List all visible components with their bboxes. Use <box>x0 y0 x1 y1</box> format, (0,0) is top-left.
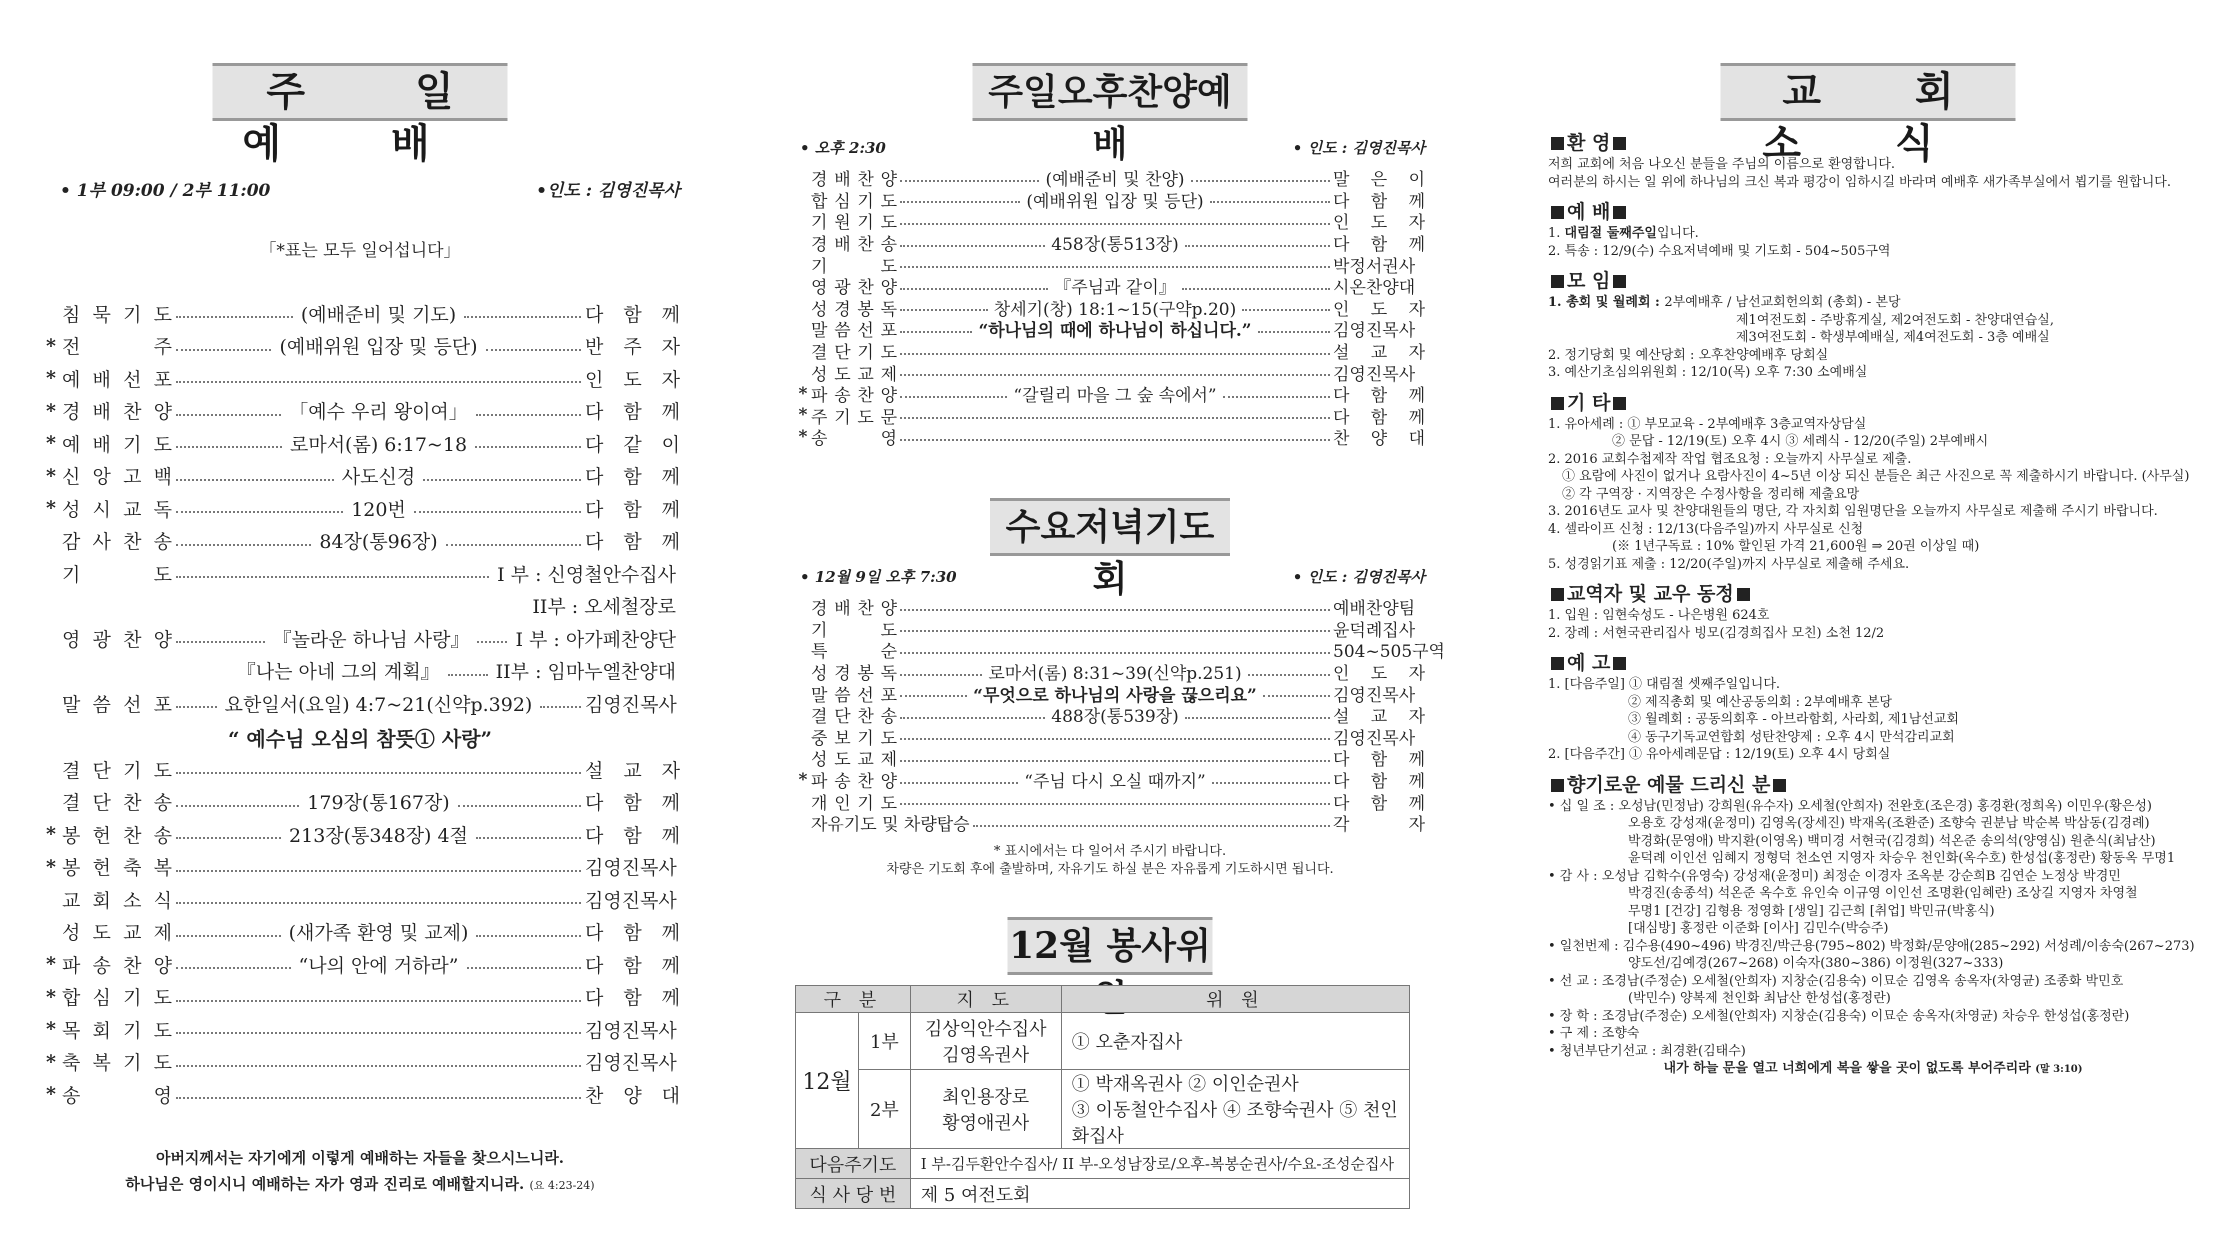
news-line: 5. 성경읽기표 제출 : 12/20(주일)까지 사무실로 제출해 주세요. <box>1548 556 1910 572</box>
prayer-block <box>40 557 680 720</box>
order-item-name: 전 주 <box>62 336 172 359</box>
order-item-name: 합 심 기 도 <box>811 191 897 212</box>
order-item-name: 중 보 기 도 <box>811 728 897 749</box>
news-line: 2. 2016 교회수첩제작 작업 협조요청 : 오늘까지 사무실로 제출. <box>1548 451 1912 467</box>
news-text: 1. <box>1548 226 1565 241</box>
order-item-name: 말 씀 선 포 <box>62 693 172 716</box>
order-item-person: 인 도 자 <box>1333 664 1426 685</box>
next-prayer-label: 다음주기도 <box>796 1149 911 1179</box>
order-item <box>40 883 680 916</box>
order-item-content: 로마서(롬) 6:17~18 <box>286 430 471 457</box>
praise-choir-2: II부 : 임마누엘찬양대 <box>492 657 680 684</box>
order-item <box>40 981 680 1014</box>
order-item <box>795 596 1425 618</box>
news-line: 2. 장례 : 서현국관리집사 빙모(김경희집사 모친) 소천 12/2 <box>1548 625 1885 641</box>
december-volunteers-title: 12월 봉사위 <box>1008 917 1213 975</box>
order-item-name: 축 복 기 도 <box>62 1052 172 1075</box>
table-header: 지 도 <box>910 986 1061 1013</box>
order-item-content: 사도신경 <box>338 462 419 489</box>
order-item-person: 윤덕례집사 <box>1333 620 1416 641</box>
order-item-name: 신 앙 고 백 <box>62 466 172 489</box>
order-item-person: 다 함 께 <box>1333 191 1425 212</box>
order-item-person: 설 교 자 <box>585 759 680 782</box>
order-item <box>795 253 1425 275</box>
news-text: 1. 총회 및 월례회 : <box>1548 295 1665 310</box>
order-item-name: 개 인 기 도 <box>811 793 897 814</box>
footer-verse <box>40 1145 680 1199</box>
sunday-worship-panel <box>40 0 680 1240</box>
section-heading: 예 배 <box>1567 201 1611 223</box>
order-item <box>795 210 1425 232</box>
afternoon-worship-title: 주일오후찬양예배 <box>973 63 1248 121</box>
standing-notice: 「*표는 모두 일어섭니다」 <box>259 241 461 261</box>
standing-mark: * <box>798 426 808 447</box>
order-item-content: 84장(통96장) <box>315 527 441 554</box>
news-line: • 장 학 : 조경남(주정순) 오세철(안희자) 지창순(김용숙) 이묘순 송옥자(차영균) 차승우 한성섭(홍정란) <box>1548 1008 2130 1024</box>
order-item <box>795 618 1425 640</box>
order-item <box>795 661 1425 683</box>
table-guide <box>910 1013 1061 1070</box>
members-line: ① 박재옥권사 ② 이인순권사 <box>1071 1074 1299 1095</box>
guide-name: 김영옥권사 <box>942 1045 1030 1066</box>
news-line: 2. 특송 : 12/9(수) 수요저녁예배 및 기도회 - 504~505구역 <box>1548 243 1891 259</box>
news-line: 제3여전도회 - 학생부예배실, 제4여전도회 - 3층 예배실 <box>1736 330 2050 345</box>
closing-verse <box>1548 1060 2198 1079</box>
order-item-person: 예배찬양팀 <box>1333 599 1416 620</box>
order-item-name: 자유기도 및 차량탑승 <box>811 815 970 836</box>
praise-choir-1: I 부 : 아가페찬양단 <box>511 625 680 652</box>
order-item-person: 다 함 께 <box>1333 750 1425 771</box>
order-item-person: 504~505구역 <box>1333 642 1445 663</box>
order-item <box>795 232 1425 254</box>
news-line: 1. 유아세례 : ① 부모교육 - 2부예배후 3층교역자상담실 <box>1548 416 1867 432</box>
order-item-person: 박정서권사 <box>1333 256 1416 277</box>
news-line: 박경진(송종석) 석온준 옥수호 유인숙 이규영 이인선 조명환(임혜란) 조상길 지영자 차영철 <box>1628 886 2138 901</box>
afternoon-leader: • 인도 : 김영진목사 <box>1292 139 1425 157</box>
order-item-content: “주님 다시 오실 때까지” <box>1024 772 1206 793</box>
order-item-name: 교 회 소 식 <box>62 889 172 912</box>
afternoon-time: • 오후 2:30 <box>800 139 886 157</box>
order-item-person: 인 도 자 <box>1333 213 1425 234</box>
news-line: • 선 교 : 조경남(주정순) 오세철(안희자) 지창순(김용숙) 이묘순 김영옥 송옥자(차영균) 조종화 박민호 <box>1548 973 2124 989</box>
order-item <box>795 726 1425 748</box>
news-line: [대심방] 홍정란 이준화 [이사] 김민수(박승주) <box>1628 921 1889 936</box>
guide-name: 김상익안수집사 <box>924 1019 1047 1040</box>
order-item-name: 송 영 <box>62 1084 172 1107</box>
sermon-title: “ 예수님 오심의 참뜻① 사랑” <box>227 727 493 751</box>
service-leader: •인도 : 김영진목사 <box>536 181 680 201</box>
order-item-name: 기 도 <box>62 563 172 586</box>
guide-name: 황영애권사 <box>942 1113 1030 1134</box>
order-item-content: 458장(통513장) <box>1051 235 1179 256</box>
sermon-scripture: 요한일서(요일) 4:7~21(신약p.392) <box>221 690 537 717</box>
news-text: 2부예배후 / 남선교회헌의회 (총회) - 본당 <box>1664 295 1901 310</box>
news-line: 1. 입원 : 임현숙성도 - 나은병원 624호 <box>1548 608 1770 623</box>
order-item-name: 예 배 기 도 <box>62 433 172 456</box>
standing-mark: * <box>798 383 808 404</box>
order-item-content: 「예수 우리 왕이여」 <box>285 397 472 424</box>
news-line: 3. 예산기초심의위원회 : 12/10(목) 오후 7:30 소예배실 <box>1548 365 1868 380</box>
worship-order-list <box>40 297 680 557</box>
afternoon-order-list <box>795 167 1425 448</box>
news-line: 2. 정기당회 및 예산당회 : 오후찬양예배후 당회실 <box>1548 347 1829 363</box>
order-item-name: 경 배 찬 양 <box>62 401 172 424</box>
news-line: 윤덕례 이인선 임혜지 정형덕 천소연 지영자 차승우 천인화(옥수호) 한성섭(홍정란) 황동옥 무명1 <box>1628 851 2176 866</box>
order-item-person: 김영진목사 <box>1333 685 1416 706</box>
order-item-person: 반 주 자 <box>585 336 681 359</box>
standing-mark: * <box>46 1018 56 1041</box>
order-item-name: 파 송 찬 양 <box>811 386 897 407</box>
news-line: 양도선/김예경(267~268) 이숙자(380~386) 이정원(327~333) <box>1628 956 2004 971</box>
church-news-panel <box>1548 0 2195 1240</box>
news-line: ② 제직총회 및 예산공동의회 : 2부예배후 본당 <box>1628 694 1892 710</box>
news-line: • 십 일 조 : 오성남(민정남) 강희원(유수자) 오세철(안희자) 전완호(조은경) 홍경환(정희옥) 이민우(황은성) <box>1548 798 2152 814</box>
news-line: 오용호 강성재(윤정미) 김영옥(장세진) 박재옥(조환준) 조향숙 권분남 박순복 박삼동(김경례) <box>1628 816 2150 831</box>
order-item-praise-2 <box>40 655 680 688</box>
order-item-content: (예배준비 및 찬양) <box>1045 170 1185 191</box>
news-line: (※ 1년구독료 : 10% 할인된 가격 21,600원 ⇒ 20권 이상일 때) <box>1612 539 1980 554</box>
order-item-person: 다 함 께 <box>585 531 680 554</box>
order-item-person: 시온찬양대 <box>1333 278 1416 299</box>
members-line: ③ 이동철안수집사 <box>1071 1100 1218 1121</box>
order-item-person: 김영진목사 <box>1333 364 1416 385</box>
news-text: 입니다. <box>1656 226 1699 241</box>
section-staff-news <box>1548 581 2198 607</box>
order-item-name: 경 배 찬 양 <box>811 170 897 191</box>
order-item <box>795 297 1425 319</box>
section-worship <box>1548 199 2198 225</box>
standing-mark: * <box>798 405 808 426</box>
footer-line-2: 하나님은 영이시니 예배하는 자가 영과 진리로 예배할지니라. <box>125 1175 525 1193</box>
news-line: • 구 제 : 조향숙 <box>1548 1026 1640 1041</box>
sunday-worship-title: 주 일 예 배 <box>213 63 508 121</box>
order-item <box>795 639 1445 663</box>
order-item-person: 김영진목사 <box>585 889 677 912</box>
order-item-person: 인 도 자 <box>1333 299 1425 320</box>
order-item-name: 봉 헌 찬 송 <box>62 824 172 847</box>
order-item-content: “갈릴리 마을 그 숲 속에서” <box>1013 386 1217 407</box>
order-item-name: 성 시 교 독 <box>62 498 172 521</box>
section-heading: 모 임 <box>1567 270 1611 292</box>
order-item-name: 영 광 찬 양 <box>62 628 172 651</box>
news-line: • 일천번제 : 김수용(490~496) 박경진/박근용(795~802) 박정화/문양애(285~292) 서성례/이송숙(267~273) <box>1548 938 2195 954</box>
news-line: ② 각 구역장 · 지역장은 수정사항을 정리해 제출요망 <box>1562 486 1860 502</box>
section-heading: 교역자 및 교우 동정 <box>1567 583 1734 605</box>
order-item-person: 설 교 자 <box>1333 707 1425 728</box>
order-item-person: 김영진목사 <box>585 693 677 716</box>
order-item-person: 다 함 께 <box>1333 407 1425 428</box>
meal-duty-label: 식 사 당 번 <box>796 1179 911 1209</box>
news-line: 4. 셀라이프 신청 : 12/13(다음주일)까지 사무실로 신청 <box>1548 521 1864 537</box>
order-item-person: 찬 양 대 <box>585 1084 680 1107</box>
news-line: 저희 교회에 처음 나오신 분들을 주님의 이름으로 환영합니다. <box>1548 157 1896 172</box>
section-heading: 향기로운 예물 드리신 분 <box>1567 773 1771 796</box>
order-item-person: 다 함 께 <box>1333 386 1425 407</box>
order-item-name: 결 단 찬 송 <box>811 707 897 728</box>
order-item-content: “나의 안에 거하라” <box>295 951 463 978</box>
order-item <box>40 1046 680 1079</box>
order-item <box>795 426 1425 448</box>
news-line: 무명1 [건강] 김형용 정영화 [생일] 김근희 [취업] 박민규(박홍식) <box>1628 903 1995 919</box>
order-item <box>795 361 1425 383</box>
news-line: ② 문답 - 12/19(토) 오후 4시 ③ 세례식 - 12/20(주일) 2부예배시 <box>1612 434 1989 449</box>
news-text: 대림절 둘째주일 <box>1564 226 1657 241</box>
news-line: ③ 월례회 : 공동의회후 - 아브라함회, 사라회, 제1남선교회 <box>1628 712 1959 727</box>
order-item-name: 기 원 기 도 <box>811 213 897 234</box>
order-item-content: (예배위원 입장 및 등단) <box>275 332 481 359</box>
meal-duty-value: 제 5 여전도회 <box>910 1179 1409 1209</box>
order-item-person: 다 함 께 <box>585 792 681 815</box>
order-item-name: 주 기 도 문 <box>811 407 897 428</box>
order-item <box>40 1013 680 1046</box>
footer-line-1: 아버지께서는 자기에게 이렇게 예배하는 자들을 찾으시느니라. <box>155 1149 565 1167</box>
order-item-name: 특 순 <box>811 642 897 663</box>
members-line: ④ 조향숙권사 ⑤ 천인화집사 <box>1071 1100 1398 1147</box>
order-item-name: 영 광 찬 양 <box>811 278 897 299</box>
order-item-person: 다 함 께 <box>585 466 681 489</box>
order-item <box>40 1078 680 1111</box>
order-item-name: 성 도 교 제 <box>811 750 897 771</box>
order-item-name: 성 도 교 제 <box>62 922 172 945</box>
wednesday-title: 수요저녁기도회 <box>990 498 1230 556</box>
order-item-person: 다 함 께 <box>1333 793 1425 814</box>
order-item <box>40 786 680 819</box>
news-line: 여러분의 하시는 일 위에 하나님의 크신 복과 평강이 임하시길 바라며 예배후 새가족부실에서 뵙기를 원합니다. <box>1548 174 2171 190</box>
order-item <box>40 818 680 851</box>
order-item-person: 다 함 께 <box>1333 772 1425 793</box>
wednesday-order-list <box>795 596 1445 836</box>
wednesday-leader: • 인도 : 김영진목사 <box>1292 568 1425 586</box>
order-item-content: 로마서(롬) 8:31~39(신약p.251) <box>988 664 1242 685</box>
order-item-person: 다 같 이 <box>585 433 681 456</box>
table-part: 2부 <box>859 1070 911 1149</box>
order-item-content: (새가족 환영 및 교제) <box>285 918 473 945</box>
standing-mark: * <box>46 367 56 390</box>
table-month: 12월 <box>796 1013 859 1149</box>
section-meetings <box>1548 268 2198 294</box>
order-item-content: 『주님과 같이』 <box>1054 278 1176 299</box>
order-item <box>795 682 1425 704</box>
standing-mark: * <box>46 1083 56 1106</box>
worship-order-list-2 <box>40 753 680 1111</box>
order-item-person: 다 함 께 <box>585 954 681 977</box>
order-item-name: 말 씀 선 포 <box>811 685 897 706</box>
order-item-content: (예배위원 입장 및 등단) <box>1026 191 1204 212</box>
order-item-name: 결 단 기 도 <box>62 759 172 782</box>
praise-song-2: 『나는 아네 그의 계획』 <box>233 657 444 684</box>
order-item <box>795 790 1425 812</box>
order-item-content: “하나님의 때에 하나님이 하십니다.” <box>978 321 1252 342</box>
order-item <box>40 395 680 428</box>
wednesday-time: • 12월 9일 오후 7:30 <box>800 568 957 586</box>
section-heading: 기 타 <box>1567 391 1611 414</box>
order-item-content: (예배준비 및 기도) <box>297 300 460 327</box>
section-preview <box>1548 650 2198 676</box>
prayer-part1: I 부 : 신영철안수집사 <box>493 560 680 587</box>
order-item <box>40 297 680 330</box>
news-line: 1. [다음주일] ① 대림절 셋째주일입니다. <box>1548 677 1781 692</box>
verse-ref: (말 3:10) <box>2035 1064 2083 1075</box>
order-item <box>795 340 1425 362</box>
order-item-person: 설 교 자 <box>1333 343 1425 364</box>
order-item <box>40 492 680 525</box>
order-item-name: 결 단 기 도 <box>811 343 897 364</box>
next-prayer-value: I 부-김두환안수집사/ II 부-오성남장로/오후-복봉순권사/수요-조성순집사 <box>910 1149 1409 1179</box>
order-item-name: 경 배 찬 송 <box>811 235 897 256</box>
order-item <box>795 167 1425 189</box>
volunteers-table <box>795 985 1410 1209</box>
order-item-praise <box>40 622 680 655</box>
order-item <box>795 812 1425 834</box>
order-item-name: 합 심 기 도 <box>62 987 172 1010</box>
order-item-person: 다 함 께 <box>585 824 680 847</box>
standing-mark: * <box>46 985 56 1008</box>
table-guide <box>910 1070 1061 1149</box>
order-item-person: 인 도 자 <box>585 368 680 391</box>
news-line: • 감 사 : 오성남 김학수(유영숙) 강성재(윤정미) 최정순 이경자 조옥분 강순희B 김연순 노정상 박경민 <box>1548 868 2121 884</box>
order-item <box>795 405 1425 427</box>
news-line: 제1여전도회 - 주방휴게실, 제2여전도회 - 찬양대연습실, <box>1736 312 2054 328</box>
order-item <box>40 460 680 493</box>
order-item-content: 179장(통167장) <box>303 788 453 815</box>
order-item-person: 김영진목사 <box>585 857 677 880</box>
standing-mark: * <box>46 497 56 520</box>
table-members: ① 오춘자집사 <box>1061 1013 1409 1070</box>
order-item-name: 파 송 찬 양 <box>62 954 172 977</box>
order-item-person: 말 은 이 <box>1333 170 1425 191</box>
standing-mark: * <box>46 399 56 422</box>
prayer-part2: II부 : 오세철장로 <box>528 592 680 619</box>
order-item-content: 창세기(창) 18:1~15(구약p.20) <box>993 299 1237 320</box>
order-item <box>40 753 680 786</box>
table-header: 위 원 <box>1061 986 1409 1013</box>
news-line <box>1548 225 2198 243</box>
section-etc <box>1548 390 2198 416</box>
order-item <box>795 383 1425 405</box>
order-item-person: 다 함 께 <box>585 987 680 1010</box>
order-item-person: 다 함 께 <box>1333 235 1425 256</box>
order-item <box>40 427 680 460</box>
standing-mark: * <box>46 464 56 487</box>
order-item-person: 김영진목사 <box>585 1052 677 1075</box>
order-item-name: 성 경 봉 독 <box>811 664 897 685</box>
order-item <box>795 747 1425 769</box>
order-item <box>40 525 680 558</box>
news-line: 박경화(문영애) 박지환(이영옥) 백미경 서현국(김경희) 석온준 송의석(양영심) 원춘식(최남산) <box>1628 833 2156 849</box>
news-line: • 청년부단기선교 : 최경환(김태수) <box>1548 1043 1746 1059</box>
order-item <box>40 948 680 981</box>
order-item-person: 찬 양 대 <box>1333 429 1425 450</box>
order-item-name: 송 영 <box>811 429 897 450</box>
section-heading: 환 영 <box>1567 132 1611 154</box>
order-item <box>40 916 680 949</box>
news-line: 2. [다음주간] ① 유아세례문답 : 12/19(토) 오후 4시 당회실 <box>1548 747 1891 762</box>
order-item-name: 감 사 찬 송 <box>62 531 172 554</box>
news-line: (박민수) 양복제 천인화 최남산 한성섭(홍정란) <box>1628 991 1891 1006</box>
order-item <box>40 330 680 363</box>
order-item-name: 결 단 찬 송 <box>62 792 172 815</box>
section-heading: 예 고 <box>1567 652 1611 674</box>
guide-name: 최인용장로 <box>942 1087 1030 1108</box>
praise-song-1: 『놀라운 하나님 사랑』 <box>269 625 474 652</box>
wednesday-note-1: * 표시에서는 다 일어서 주시기 바랍니다. <box>993 844 1227 859</box>
standing-mark: * <box>46 855 56 878</box>
order-item-sermon <box>40 687 680 720</box>
order-item-name: 예 배 선 포 <box>62 368 172 391</box>
table-part: 1부 <box>859 1013 911 1070</box>
order-item-person: 김영진목사 <box>1333 321 1416 342</box>
order-item-prayer <box>40 557 680 590</box>
order-item-name: 말 씀 선 포 <box>811 321 897 342</box>
standing-mark: * <box>798 769 808 790</box>
order-item-content: “무엇으로 하나님의 사랑을 끊으리요” <box>973 685 1257 706</box>
standing-mark: * <box>46 432 56 455</box>
order-item-name: 경 배 찬 양 <box>811 599 897 620</box>
church-news-title: 교 회 소 식 <box>1721 63 2016 121</box>
news-line: ① 요람에 사진이 없거나 요람사진이 4~5년 이상 되신 분들은 최근 사진으로 꼭 제출하시기 바랍니다. (사무실) <box>1562 469 2190 484</box>
verse-text: 내가 하늘 문을 열고 너희에게 복을 쌓을 곳이 없도록 부어주리라 <box>1663 1061 2031 1076</box>
standing-mark: * <box>46 1050 56 1073</box>
order-item-content: 120번 <box>347 495 410 522</box>
order-item <box>795 275 1425 297</box>
order-item-name: 파 송 찬 양 <box>811 772 897 793</box>
order-item <box>40 362 680 395</box>
standing-mark: * <box>46 953 56 976</box>
order-item-name: 목 회 기 도 <box>62 1019 172 1042</box>
order-item-person: 다 함 께 <box>585 401 680 424</box>
order-item-person: 다 함 께 <box>585 303 681 326</box>
order-item-name: 침 묵 기 도 <box>62 303 172 326</box>
order-item-prayer-2 <box>40 590 680 623</box>
standing-mark: * <box>46 334 56 357</box>
service-time: • 1부 09:00 / 2부 11:00 <box>60 181 271 201</box>
table-header: 구 분 <box>796 986 911 1013</box>
wednesday-note-2: 차량은 기도회 후에 출발하며, 자유기도 하실 분은 자유롭게 기도하시면 됩니다. <box>886 862 1334 877</box>
order-item-name: 봉 헌 축 복 <box>62 857 172 880</box>
order-item <box>40 851 680 884</box>
section-welcome <box>1548 130 2198 156</box>
order-item-name: 기 도 <box>811 620 897 641</box>
order-item-person: 다 함 께 <box>585 498 680 521</box>
order-item-person: 김영진목사 <box>585 1019 677 1042</box>
order-item-name: 성 경 봉 독 <box>811 299 897 320</box>
order-item <box>795 318 1425 340</box>
order-item <box>795 189 1425 211</box>
news-line: 3. 2016년도 교사 및 찬양대원들의 명단, 각 자치회 임원명단을 오늘까지 사무실로 제출해 주시기 바랍니다. <box>1548 504 2158 519</box>
order-item-name: 성 도 교 제 <box>811 364 897 385</box>
order-item-content: 488장(통539장) <box>1051 707 1179 728</box>
standing-mark: * <box>46 823 56 846</box>
order-item-person: 다 함 께 <box>585 922 680 945</box>
table-members <box>1061 1070 1409 1149</box>
order-item <box>795 769 1425 791</box>
order-item-name: 기 도 <box>811 256 897 277</box>
order-item-person: 각 자 <box>1333 815 1425 836</box>
news-line <box>1548 294 2198 312</box>
order-item-person: 김영진목사 <box>1333 728 1416 749</box>
section-offerings <box>1548 772 2198 798</box>
news-body <box>1548 122 2198 1079</box>
order-item-content: 213장(통348장) 4절 <box>285 821 472 848</box>
footer-ref: (요 4:23-24) <box>529 1179 595 1192</box>
afternoon-worship-panel <box>795 0 1445 1240</box>
news-line: ④ 동구기독교연합회 성탄찬양제 : 오후 4시 만석감리교회 <box>1628 729 1955 745</box>
order-item <box>795 704 1425 726</box>
